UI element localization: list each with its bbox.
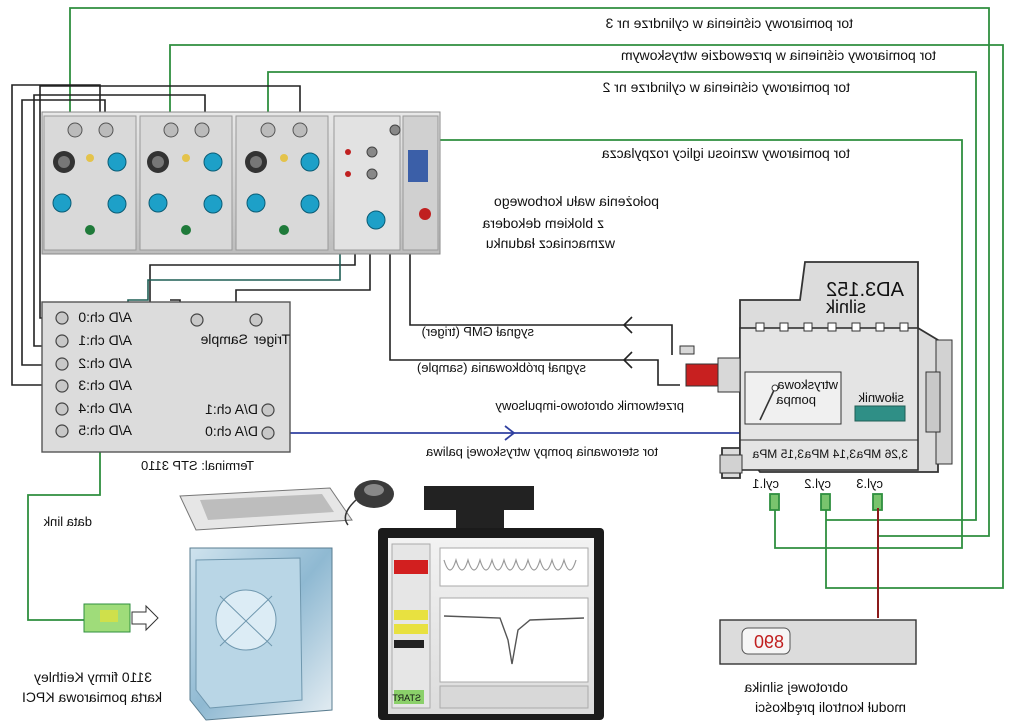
label-cyl-3: cyl.3 [856,476,883,491]
label-ad-ch2: A/D ch:2 [78,355,132,371]
label-card-1: 3110 firmy Keithley [33,669,152,685]
mouse-icon [345,480,394,525]
label-pressure-1: 3,15 MPa [752,447,804,461]
laptop-keyboard [180,488,352,530]
amplifier-module-2 [140,116,232,250]
label-motor: siłownik [858,390,904,405]
label-ad-ch1: A/D ch:1 [78,332,132,348]
label-cyl2: tor pomiarowy ciśnienia w cylindrze nr 2 [602,79,850,95]
label-data-link: data link [43,514,92,529]
label-decoder: z blokiem dekodera [482,215,604,231]
label-ad-ch5: A/D ch:5 [78,422,132,438]
label-amplifier: wzmacniacz ładunku [485,235,615,251]
chart-bottom [440,598,588,682]
arrow-right-icon [132,606,158,630]
label-cyl3: tor pomiarowy ciśnienia w cylindrze nr 3 [605,15,853,31]
label-terminal: Terminal: STP 3110 [141,458,254,473]
pci-card [84,604,158,632]
label-pressure-2: 3,14 MPa [804,447,856,461]
label-gmp: sygnał GMP (triger) [421,324,534,339]
wire-gmp [410,250,672,355]
label-speed-1: obrotowej silnika [744,679,848,695]
amplifier-module-1 [44,116,136,250]
label-cyl-1: cyl.1 [752,476,779,491]
charge-amplifier-rack [42,112,440,254]
cylinder-1-port [770,494,779,510]
label-da-ch1: D/A ch:1 [205,401,258,417]
speed-control-module [720,620,916,664]
wire-data-link [28,452,100,620]
label-speed-2: moduł kontroli prędkości [755,699,906,715]
label-ad-ch3: A/D ch:3 [78,377,132,393]
label-pressure-3: 3,26 MPa [856,447,908,461]
label-injector: tor pomiarowy ciśnienia w przewodzie wtryskowym [620,47,936,63]
actuator-box [855,406,905,421]
decoder-module [334,116,400,250]
engine [680,262,952,478]
amplifier-module-3 [236,116,328,250]
label-crank: położenia wału korbowego [494,193,659,209]
label-trigger: Triger [253,331,290,347]
label-da-ch0: D/A ch:0 [205,423,258,439]
chart-top [440,548,588,586]
label-pump-1: wtryskowa [777,377,838,392]
label-rpm: 890 [753,632,784,652]
cylinder-3-port [873,494,882,510]
crank-position-module [403,116,438,250]
label-pump-2: pompa [776,392,816,407]
monitor [378,486,604,720]
label-cyl-2: cyl.2 [804,476,831,491]
label-needle: tor pomiarowy wzniosu iglicy rozpylacza [601,145,850,161]
label-start: START [392,693,421,703]
cylinder-2-port [821,494,830,510]
label-ad-ch0: A/D ch:0 [78,309,132,325]
label-engine: silnik [825,297,866,317]
encoder-icon [686,364,722,386]
label-card-2: karta pomiarowa KPCI [21,689,162,705]
label-encoder: przetwornik obrotowo-impulsowy [495,398,684,413]
label-ad-ch4: A/D ch:4 [78,400,132,416]
label-sampling: sygnał próbkowania (sample) [416,360,586,375]
label-engine-model: AD3.152 [826,279,904,301]
label-sample: Sample [200,331,248,347]
label-pump-control: tor sterowania pompy wtryskowej paliwa [426,444,658,459]
pc-tower [190,548,332,720]
